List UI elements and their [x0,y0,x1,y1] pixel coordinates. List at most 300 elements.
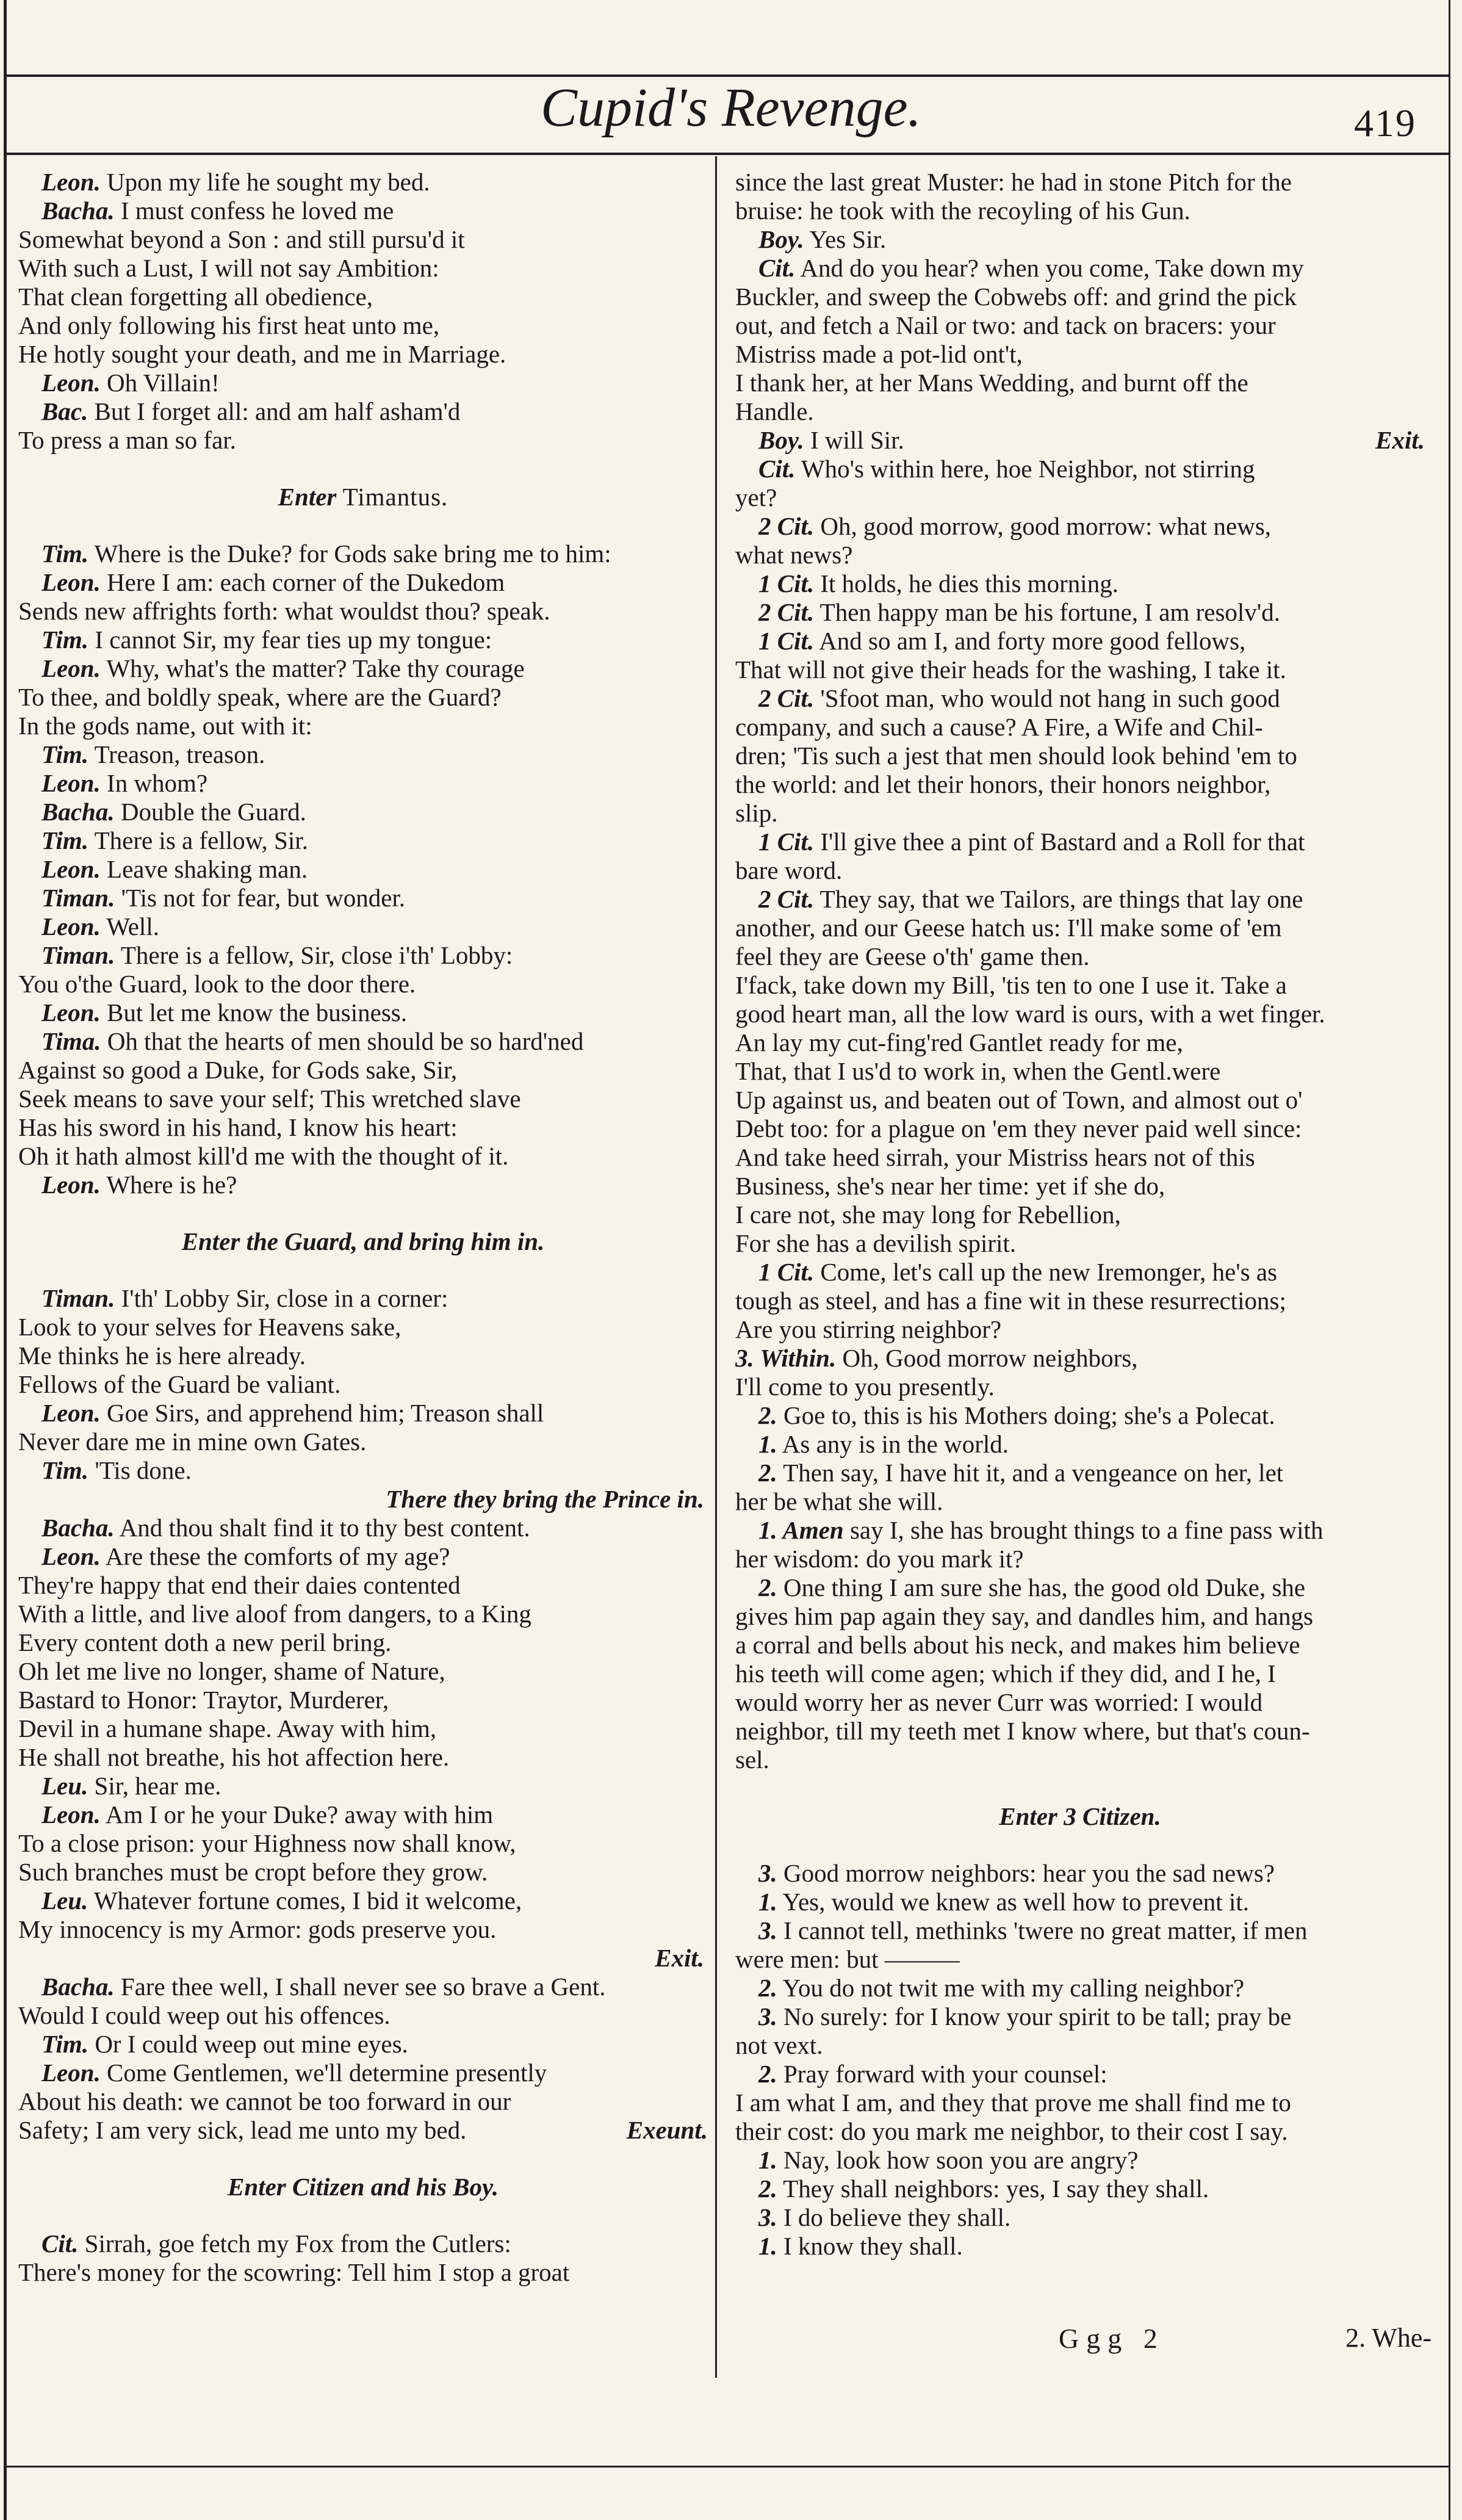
verse-line [735,340,1425,369]
line-text: To a close prison: your Highness now shall know, [18,1829,516,1857]
verse-line [735,856,1425,885]
line-text: Oh Villain! [107,369,220,397]
speech-line [18,1886,708,1915]
line-text: I'll give thee a pint of Bastard and a Roll for that [820,828,1305,856]
speaker-prefix: Tima. [41,1027,101,1055]
page-number: 419 [1354,101,1416,145]
speech-line [735,1888,1425,1916]
speaker-prefix: Tim. [41,626,89,654]
speech-line [18,2229,708,2258]
line-text: Seek means to save your self; This wretched slave [18,1085,521,1113]
speaker-prefix: Bacha. [41,798,115,826]
speaker-prefix: Leon. [41,998,101,1027]
line-text: I'th' Lobby Sir, close in a corner: [121,1284,448,1312]
line-text: There is a fellow, Sir, close i'th' Lobby: [120,941,513,969]
stage-direction [18,483,708,511]
speech-line [735,627,1425,655]
speaker-prefix: Leon. [41,1542,101,1570]
line-text: yet? [735,483,777,511]
line-text: Well. [106,912,159,940]
verse-line [18,1628,708,1657]
line-text: sel. [735,1746,769,1774]
stage-direction-text: Enter Citizen and his Boy. [228,2173,499,2201]
left-column [18,168,708,2287]
verse-line [18,1056,708,1085]
verse-line [18,2258,708,2287]
verse-line [735,1373,1425,1401]
line-text: 'Sfoot man, who would not hang in such good [820,684,1280,712]
line-text: were men: but ——— [735,1945,960,1973]
speaker-prefix: 2 Cit. [758,885,815,913]
verse-line [18,1915,708,1944]
line-text: Oh it hath almost kill'd me with the thought of it. [18,1142,509,1170]
line-text: Never dare me in mine own Gates. [18,1428,367,1456]
stage-direction-text: Enter 3 Citizen. [999,1802,1161,1830]
verse-line [735,483,1425,512]
verse-line [18,970,708,998]
speech-line [735,225,1425,254]
line-text: Double the Guard. [120,798,306,826]
speech-line [735,2002,1425,2031]
speaker-prefix: 2. [758,1573,777,1601]
line-text: feel they are Geese o'th' game then. [735,942,1090,970]
speech-line [18,826,708,855]
speech-line [18,912,708,941]
line-text: Where is the Duke? for Gods sake bring me to him: [94,540,611,568]
line-text: And take heed sirrah, your Mistriss hears not of this [735,1143,1255,1171]
line-text: 'Tis done. [95,1456,192,1484]
line-text: For she has a devilish spirit. [735,1229,1017,1257]
line-text: An lay my cut-fing'red Gantlet ready for me, [735,1028,1183,1056]
line-text: I must confess he loved me [120,197,394,225]
line-text: My innocency is my Armor: gods preserve you. [18,1915,497,1943]
verse-line [735,1688,1425,1717]
line-text: Here I am: each corner of the Dukedom [107,568,505,596]
line-text: He shall not breathe, his hot affection here. [18,1743,450,1771]
verse-line [735,655,1425,684]
line-text: And so am I, and forty more good fellows, [819,627,1246,655]
verse-line [735,1746,1425,1774]
line-text: He hotly sought your death, and me in Marriage. [18,340,506,368]
speech-line [18,626,708,654]
speaker-prefix: 1. Amen [758,1516,844,1544]
speech-line [735,2232,1425,2261]
stage-direction-text: Enter [278,483,337,511]
line-text: Good morrow neighbors: hear you the sad news? [783,1859,1275,1887]
speech-line [18,2030,708,2059]
line-text: As any is in the world. [782,1430,1009,1458]
speaker-prefix: Timan. [41,1284,115,1312]
verse-line [18,683,708,712]
verse-line [735,1659,1425,1688]
line-text: There is a fellow, Sir. [94,826,308,854]
speaker-prefix: Bacha. [41,1973,115,2001]
speaker-prefix: 1. [758,1888,777,1916]
verse-line [18,2001,708,2030]
verse-line [735,2031,1425,2060]
speech-line [18,654,708,683]
stage-direction [735,1802,1425,1831]
line-text: dren; 'Tis such a jest that men should look behind 'em to [735,742,1297,770]
line-text: They shall neighbors: yes, I say they shall. [783,2175,1209,2203]
line-text: bruise: he took with the recoyling of his Gun. [735,197,1190,225]
speech-line [735,1258,1425,1287]
line-text: Oh, good morrow, good morrow: what news, [820,512,1272,540]
line-text: Handle. [735,397,814,425]
speech-line [18,941,708,970]
line-text: company, and such a cause? A Fire, a Wife and Chil- [735,713,1263,741]
speaker-prefix: 2 Cit. [758,512,815,540]
verse-line [735,1945,1425,1974]
speaker-prefix: Leon. [41,1399,101,1427]
speech-line [735,426,1425,455]
speaker-prefix: Boy. [758,225,804,253]
right-border [1449,0,1450,2520]
line-text: the world: and let their honors, their honors neighbor, [735,770,1271,798]
speech-line [735,2175,1425,2203]
speaker-prefix: 1 Cit. [758,828,815,856]
line-text: Who's within here, hoe Neighbor, not stirring [801,455,1255,483]
verse-line [735,1602,1425,1631]
verse-line [18,1142,708,1171]
line-text: Am I or he your Duke? away with him [105,1800,494,1829]
speaker-prefix: Timan. [41,884,115,912]
verse-line [18,426,708,455]
line-text: You do not twit me with my calling neighbor? [782,1974,1245,2002]
speech-line [18,998,708,1027]
line-text: what news? [735,541,853,569]
line-text: And thou shalt find it to thy best content. [119,1514,530,1542]
speaker-prefix: Leu. [41,1886,88,1915]
left-border [4,0,7,2520]
speaker-prefix: Leon. [41,855,101,883]
right-column [735,168,1425,2261]
line-text: That, that I us'd to work in, when the Gentl.were [735,1057,1221,1085]
speech-line [735,1974,1425,2002]
line-text: I'fack, take down my Bill, 'tis ten to one I use it. Take a [735,971,1287,999]
line-text: her wisdom: do you mark it? [735,1545,1024,1573]
line-text: But I forget all: and am half asham'd [94,397,461,425]
speech-line [18,568,708,597]
speech-line [18,1973,708,2001]
speaker-prefix: Cit. [41,2229,79,2258]
verse-line [735,1200,1425,1229]
line-text: another, and our Geese hatch us: I'll make some of 'em [735,914,1282,942]
column-divider [715,156,717,2378]
signature-mark: Ggg 2 [1059,2323,1165,2354]
exit-direction: Exit. [1375,426,1425,454]
speech-line [735,1573,1425,1602]
verse-line [18,1829,708,1858]
line-text: bare word. [735,856,843,884]
line-text: And only following his first heat unto me, [18,311,440,339]
speaker-prefix: Leon. [41,168,101,196]
line-text: I cannot Sir, my fear ties up my tongue: [95,626,492,654]
verse-line [18,1428,708,1456]
speech-line [735,1430,1425,1459]
speaker-prefix: 2. [758,2175,777,2203]
speech-line [735,1459,1425,1487]
line-text: Sirrah, goe fetch my Fox from the Cutlers: [84,2229,511,2258]
verse-line [735,1000,1425,1028]
speaker-prefix: 2. [758,2060,777,2088]
speaker-prefix: 2. [758,1459,777,1487]
line-text: In whom? [107,769,208,797]
verse-line [18,1858,708,1886]
speaker-prefix: Cit. [758,455,796,483]
speaker-prefix: Timan. [41,941,115,969]
line-text: Sends new affrights forth: what wouldst thou? speak. [18,597,550,625]
verse-line [18,1600,708,1628]
speech-line [735,512,1425,541]
verse-line [735,713,1425,742]
line-text: But let me know the business. [107,998,408,1027]
verse-line [735,1631,1425,1659]
verse-line [735,1545,1425,1573]
line-text: Fellows of the Guard be valiant. [18,1370,341,1398]
line-text: Every content doth a new peril bring. [18,1628,392,1656]
speaker-prefix: 1. [758,1430,777,1458]
verse-line [735,541,1425,569]
line-text: One thing I am sure she has, the good old Duke, she [783,1573,1306,1601]
line-text: That clean forgetting all obedience, [18,283,373,311]
line-text: Oh that the hearts of men should be so hard'ned [107,1027,584,1055]
speaker-prefix: 2 Cit. [758,684,815,712]
bottom-rule [4,2466,1450,2468]
verse-line [18,1571,708,1600]
line-text: I am what I am, and they that prove me shall find me to [735,2089,1291,2117]
speech-line [735,684,1425,713]
speech-line [18,2059,708,2087]
line-text: Me thinks he is here already. [18,1341,306,1370]
speaker-prefix: Bac. [41,397,88,425]
line-text: I know they shall. [783,2232,963,2260]
speaker-prefix: 3. Within. [735,1344,837,1372]
speaker-prefix: Bacha. [41,197,115,225]
exit-direction: Exeunt. [626,2116,708,2144]
verse-line [735,2089,1425,2117]
stage-direction [18,2173,708,2201]
line-text: say I, she has brought things to a fine pass with [849,1516,1323,1544]
line-text: And do you hear? when you come, Take down my [800,254,1304,282]
line-text: No surely: for I know your spirit to be tall; pray be [783,2002,1292,2031]
line-text: I thank her, at her Mans Wedding, and burnt off the [735,369,1248,397]
line-text: You o'the Guard, look to the door there. [18,970,416,998]
line-text: Then happy man be his fortune, I am resolv'd. [819,598,1280,626]
speech-line [735,885,1425,914]
line-text: I cannot tell, methinks 'twere no great matter, if men [783,1916,1308,1944]
line-text: Such branches must be cropt before they grow. [18,1858,488,1886]
line-text: To thee, and boldly speak, where are the Guard? [18,683,502,711]
speech-line [18,1284,708,1313]
header-rule [4,153,1450,155]
speech-line [735,1916,1425,1945]
speaker-prefix: 1 Cit. [758,627,815,655]
verse-line [735,770,1425,799]
line-text: neighbor, till my teeth met I know where, but that's coun- [735,1717,1310,1745]
speaker-prefix: Leon. [41,369,101,397]
speaker-prefix: 3. [758,1859,777,1887]
verse-line [735,1487,1425,1516]
verse-line [18,2087,708,2116]
speaker-prefix: Tim. [41,826,89,854]
verse-line [18,1313,708,1341]
speech-line [18,369,708,397]
verse-line [18,283,708,311]
verse-line [735,369,1425,397]
speech-line [735,598,1425,627]
line-text: Oh, Good morrow neighbors, [842,1344,1138,1372]
verse-line [735,971,1425,1000]
speaker-prefix: 3. [758,2002,777,2031]
speech-line [18,1542,708,1571]
line-text: Why, what's the matter? Take thy courage [106,654,525,682]
line-text: Business, she's near her time: yet if she do, [735,1172,1165,1200]
line-text: not vext. [735,2031,823,2059]
speaker-prefix: 1 Cit. [758,1258,815,1286]
verse-line [18,225,708,254]
speaker-prefix: Leon. [41,654,101,682]
line-text: Buckler, and sweep the Cobwebs off: and grind the pick [735,283,1297,311]
verse-line [735,283,1425,311]
speaker-prefix: Tim. [41,1456,89,1484]
verse-line [18,1714,708,1743]
line-text: his teeth will come agen; which if they did, and I he, I [735,1659,1276,1688]
speaker-prefix: Leon. [41,1171,101,1199]
verse-line [735,1172,1425,1200]
speech-line [18,1399,708,1428]
speaker-prefix: 2 Cit. [758,598,815,626]
line-text: Are you stirring neighbor? [735,1315,1002,1343]
line-text: Where is he? [106,1171,237,1199]
verse-line [735,1717,1425,1746]
line-text: With such a Lust, I will not say Ambition: [18,254,439,282]
speech-line [18,798,708,826]
line-text: Upon my life he sought my bed. [107,168,430,196]
verse-line [735,311,1425,340]
verse-line [735,1114,1425,1143]
line-text: would worry her as never Curr was worried: I would [735,1688,1263,1716]
speaker-prefix: Tim. [41,540,89,568]
line-text: Would I could weep out his offences. [18,2001,391,2029]
stage-direction-text: Enter the Guard, and bring him in. [181,1227,545,1255]
verse-line [735,1143,1425,1172]
speaker-prefix: Leon. [41,912,101,940]
speaker-prefix: Tim. [41,2030,89,2058]
line-text: Against so good a Duke, for Gods sake, Sir, [18,1056,458,1084]
verse-line [735,397,1425,426]
speech-line [735,254,1425,283]
verse-line [18,712,708,740]
speech-line [735,1516,1425,1545]
line-text: Whatever fortune comes, I bid it welcome, [93,1886,522,1915]
verse-line [18,1657,708,1686]
verse-line [18,254,708,283]
line-text: Debt too: for a plague on 'em they never paid well since: [735,1114,1302,1143]
speech-line [18,540,708,568]
verse-line [735,1287,1425,1315]
line-text: Sir, hear me. [94,1772,221,1800]
line-text: To press a man so far. [18,426,236,454]
speech-line [18,1027,708,1056]
line-text: Nay, look how soon you are angry? [783,2146,1139,2174]
verse-line [735,799,1425,828]
verse-line [735,914,1425,942]
speech-line [18,740,708,769]
verse-line [18,1686,708,1714]
verse-line [18,2116,708,2145]
line-text: Come Gentlemen, we'll determine presently [107,2059,547,2087]
line-text: There's money for the scowring: Tell him I stop a groat [18,2258,570,2286]
line-text: good heart man, all the low ward is ours, with a wet finger. [735,1000,1325,1028]
verse-line [18,1085,708,1113]
speaker-prefix: Bacha. [41,1514,115,1542]
line-text: Look to your selves for Heavens sake, [18,1313,402,1341]
speaker-prefix: Leon. [41,1800,101,1829]
speech-line [18,1456,708,1485]
line-text: tough as steel, and has a fine wit in these resurrections; [735,1287,1286,1315]
catchword: 2. Whe- [1345,2323,1431,2353]
speech-line [735,2203,1425,2232]
line-text: About his death: we cannot be too forward in our [18,2087,511,2115]
speech-line [18,1514,708,1542]
line-text: I care not, she may long for Rebellion, [735,1200,1121,1229]
verse-line [18,1113,708,1142]
speaker-prefix: Leon. [41,568,101,596]
speech-line [735,1859,1425,1888]
verse-line [18,1743,708,1772]
line-text: a corral and bells about his neck, and makes him believe [735,1631,1300,1659]
speech-line [735,1344,1425,1373]
verse-line [735,168,1425,197]
line-text: gives him pap again they say, and dandles him, and hangs [735,1602,1313,1630]
line-text: Or I could weep out mine eyes. [95,2030,408,2058]
speaker-prefix: 1. [758,2146,777,2174]
line-text: Come, let's call up the new Iremonger, he's as [820,1258,1278,1286]
line-text: They're happy that end their daies contented [18,1571,461,1599]
speech-line [18,168,708,197]
speech-line [735,1401,1425,1430]
line-text: That will not give their heads for the washing, I take it. [735,655,1286,684]
speech-line [18,1171,708,1199]
line-text: It holds, he dies this morning. [820,569,1118,598]
speech-line [18,1800,708,1829]
speaker-prefix: 3. [758,1916,777,1944]
speech-line [735,455,1425,483]
speaker-prefix: 2. [758,1974,777,2002]
verse-line [735,197,1425,225]
top-rule [4,74,1450,77]
line-text: Has his sword in his hand, I know his heart: [18,1113,458,1141]
speaker-prefix: Leon. [41,2059,101,2087]
line-text: Pray forward with your counsel: [783,2060,1107,2088]
verse-line [735,1315,1425,1344]
line-text: Oh let me live no longer, shame of Nature, [18,1657,445,1685]
speaker-prefix: Boy. [758,426,804,454]
verse-line [18,1341,708,1370]
line-text: They say, that we Tailors, are things that lay one [819,885,1303,913]
verse-line [18,1370,708,1399]
verse-line [735,942,1425,971]
line-text: Yes Sir. [809,225,887,253]
line-text: Fare thee well, I shall never see so brave a Gent. [120,1973,606,2001]
speech-line [18,397,708,426]
line-text: Yes, would we knew as well how to prevent it. [782,1888,1249,1916]
speaker-prefix: Tim. [41,740,89,768]
speaker-prefix: Cit. [758,254,796,282]
speaker-prefix: 2. [758,1401,777,1429]
speech-line [735,2060,1425,2089]
